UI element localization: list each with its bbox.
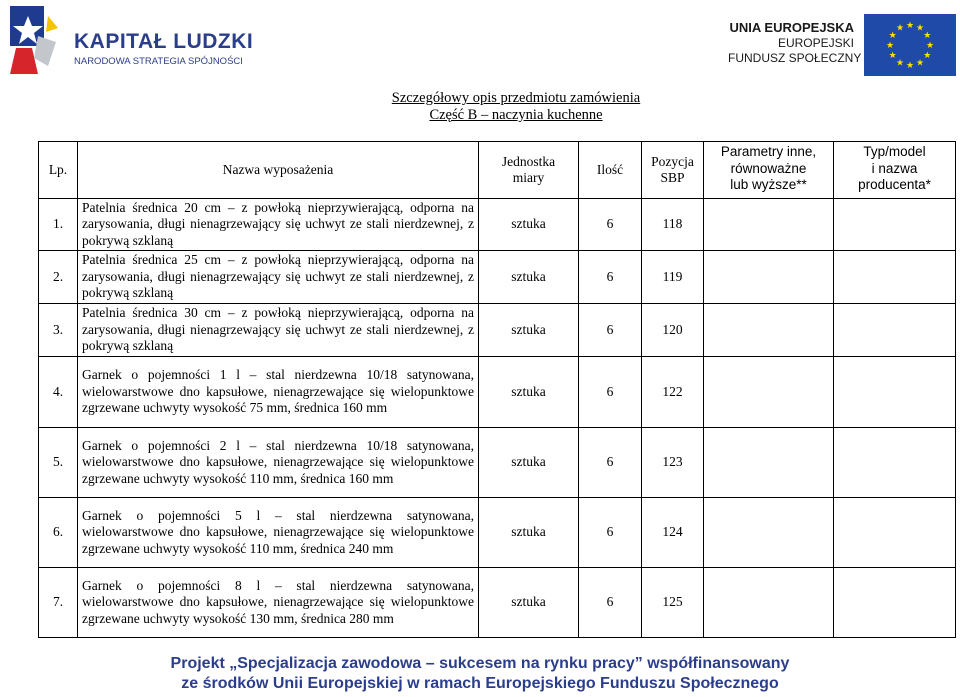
header-type-label-1: Typ/model (863, 144, 926, 159)
row-qty: 6 (579, 251, 642, 304)
row-params-cell[interactable] (704, 568, 834, 638)
row-description: Garnek o pojemności 1 l – stal nierdzewna 10/18 satynowana, wielowarstwowe dno kapsułowe, nienagrzewające się wielopunktowe zgrzewane uchwyty wysokość 75 mm, średnica 160 mm (78, 357, 479, 428)
row-pos: 124 (642, 498, 704, 568)
row-pos: 119 (642, 251, 704, 304)
row-type-cell[interactable] (834, 199, 956, 251)
row-params-cell[interactable] (704, 498, 834, 568)
table-row (39, 251, 956, 304)
row-description: Garnek o pojemności 2 l – stal nierdzewna 10/18 satynowana, wielowarstwowe dno kapsułowe, nienagrzewające się wielopunktowe zgrzewane uchwyty wysokość 110 mm, średnica 160 mm (78, 428, 479, 498)
row-pos: 122 (642, 357, 704, 428)
header-params (704, 142, 834, 199)
row-pos: 125 (642, 568, 704, 638)
row-type-cell[interactable] (834, 357, 956, 428)
title-line-1: Szczegółowy opis przedmiotu zamówienia (391, 90, 641, 106)
row-lp: 2. (39, 251, 78, 304)
table-row (39, 357, 956, 428)
eu-star-icon: ★ (925, 40, 935, 50)
row-qty: 6 (579, 304, 642, 357)
eu-logo-line2: EUROPEJSKI (777, 36, 854, 50)
eu-star-icon: ★ (895, 57, 905, 68)
header-qty (579, 142, 642, 199)
row-lp: 1. (39, 199, 78, 251)
row-unit: sztuka (479, 199, 579, 251)
header-params-label-1: Parametry inne, (720, 144, 817, 159)
row-unit: sztuka (479, 304, 579, 357)
row-params-cell[interactable] (704, 199, 834, 251)
row-unit: sztuka (479, 428, 579, 498)
header-unit-label-2: miary (512, 170, 545, 185)
row-pos: 120 (642, 304, 704, 357)
kapital-ludzki-subtitle: NARODOWA STRATEGIA SPÓJNOŚCI (74, 56, 243, 67)
row-description: Patelnia średnica 25 cm – z powłoką nieprzywierającą, odporna na zarysowania, długi nienagrzewający się uchwyt ze stali nierdzewnej, z pokrywą szklaną (78, 251, 479, 304)
header-type-label-2: i nazwa (871, 160, 918, 176)
header-unit-label-1: Jednostka (501, 153, 556, 169)
eu-star-icon: ★ (905, 60, 915, 70)
header-unit (479, 142, 579, 199)
table-header-row (39, 142, 956, 199)
row-unit: sztuka (479, 251, 579, 304)
row-description: Garnek o pojemności 8 l – stal nierdzewna satynowana, wielowarstwowe dno kapsułowe, nienagrzewające się wielopunktowe zgrzewane uchwyty wysokość 130 mm, średnica 280 mm (78, 568, 479, 638)
row-unit: sztuka (479, 357, 579, 428)
header-name (78, 142, 479, 199)
row-qty: 6 (579, 199, 642, 251)
header-type-label-3: producenta* (858, 177, 931, 192)
header-qty-label: Ilość (596, 161, 624, 177)
eu-logo-line3: FUNDUSZ SPOŁECZNY (728, 51, 862, 65)
row-lp: 6. (39, 498, 78, 568)
row-type-cell[interactable] (834, 428, 956, 498)
kapital-ludzki-star-icon (8, 6, 64, 74)
eu-star-icon: ★ (923, 30, 932, 40)
eu-star-icon: ★ (885, 40, 895, 50)
eu-star-icon: ★ (895, 22, 905, 33)
eu-flag-icon (864, 14, 956, 76)
header-lp-label: Lp. (48, 161, 68, 177)
eu-logo-line1: UNIA EUROPEJSKA (729, 20, 854, 35)
row-lp: 4. (39, 357, 78, 428)
table-row (39, 498, 956, 568)
row-description: Patelnia średnica 20 cm – z powłoką nieprzywierającą, odporna na zarysowania, długi nienagrzewający się uchwyt ze stali nierdzewnej, z pokrywą szklaną (78, 199, 479, 251)
footer-line-1: Projekt „Specjalizacja zawodowa – sukcesem na rynku pracy” współfinansowany (170, 655, 790, 672)
row-qty: 6 (579, 357, 642, 428)
eu-star-icon: ★ (905, 20, 915, 30)
eu-star-icon: ★ (915, 57, 925, 68)
eu-logo (716, 10, 956, 76)
header-pos-label-2: SBP (660, 170, 685, 185)
table-row (39, 428, 956, 498)
row-type-cell[interactable] (834, 304, 956, 357)
row-params-cell[interactable] (704, 304, 834, 357)
row-type-cell[interactable] (834, 498, 956, 568)
project-footer (0, 654, 960, 694)
title-line-2: Część B – naczynia kuchenne (429, 107, 603, 123)
row-unit: sztuka (479, 498, 579, 568)
row-pos: 123 (642, 428, 704, 498)
row-description: Patelnia średnica 30 cm – z powłoką nieprzywierającą, odporna na zarysowania, długi nienagrzewający się uchwyt ze stali nierdzewnej, z pokrywą szklaną (78, 304, 479, 357)
eu-logo-text (728, 20, 862, 66)
header-pos (642, 142, 704, 199)
eu-star-icon: ★ (923, 50, 932, 60)
row-qty: 6 (579, 568, 642, 638)
row-description: Garnek o pojemności 5 l – stal nierdzewna satynowana, wielowarstwowe dno kapsułowe, nienagrzewające się wielopunktowe zgrzewane uchwyty wysokość 110 mm, średnica 240 mm (78, 498, 479, 568)
row-lp: 5. (39, 428, 78, 498)
eu-star-icon: ★ (915, 22, 925, 33)
row-params-cell[interactable] (704, 357, 834, 428)
row-type-cell[interactable] (834, 568, 956, 638)
eu-star-icon: ★ (888, 50, 897, 60)
kapital-ludzki-logo (8, 6, 254, 76)
row-params-cell[interactable] (704, 428, 834, 498)
items-table (38, 141, 956, 638)
header-pos-label-1: Pozycja (651, 153, 694, 169)
row-params-cell[interactable] (704, 251, 834, 304)
header-name-label: Nazwa wyposażenia (222, 161, 334, 177)
row-type-cell[interactable] (834, 251, 956, 304)
document-title (0, 90, 960, 124)
row-unit: sztuka (479, 568, 579, 638)
header-lp (39, 142, 78, 199)
table-row (39, 304, 956, 357)
header-type (834, 142, 956, 199)
row-pos: 118 (642, 199, 704, 251)
footer-line-2: ze środków Unii Europejskiej w ramach Europejskiego Funduszu Społecznego (181, 675, 779, 692)
kapital-ludzki-title: KAPITAŁ LUDZKI (74, 30, 254, 53)
table-row (39, 199, 956, 251)
header-params-label-3: lub wyższe** (730, 177, 807, 192)
row-lp: 3. (39, 304, 78, 357)
row-lp: 7. (39, 568, 78, 638)
row-qty: 6 (579, 428, 642, 498)
eu-star-icon: ★ (888, 30, 897, 40)
header-params-label-2: równoważne (730, 160, 807, 176)
row-qty: 6 (579, 498, 642, 568)
table-row (39, 568, 956, 638)
